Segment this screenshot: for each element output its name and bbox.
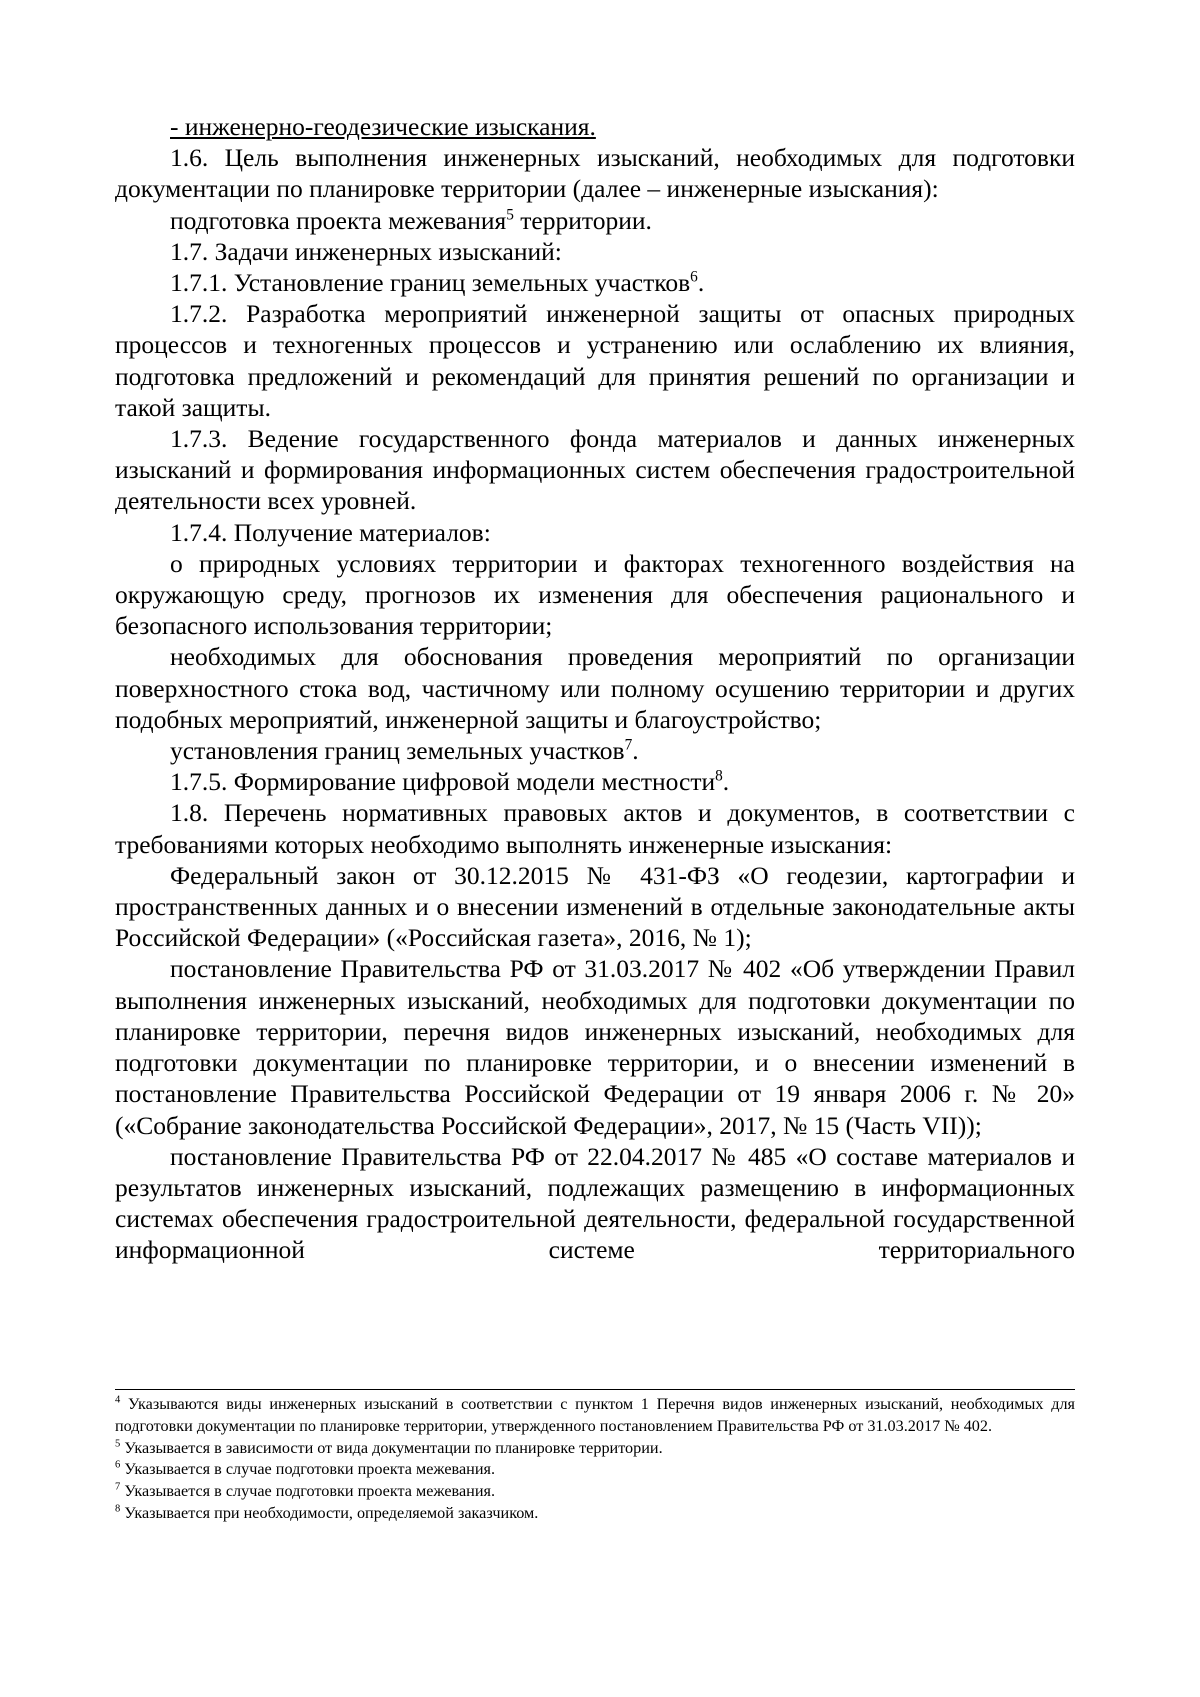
footnote-number: 5 (115, 1438, 121, 1450)
paragraph-resolution-485: постановление Правительства РФ от 22.04.2017 № 485 «О составе материалов и результатов инженерных изысканий, подлежащих размещению в информационных системах обеспечения градостроительной деятельности, федеральной государственной информационной системе территориального (115, 1141, 1075, 1265)
paragraph-1-6: 1.6. Цель выполнения инженерных изысканий, необходимых для подготовки документации по планировке территории (далее – инженерные изыскания): (115, 143, 1075, 204)
paragraph-tail: территории. (513, 205, 652, 235)
footnote-text: Указываются виды инженерных изысканий в соответствии с пунктом 1 Перечня видов инженерных изысканий, необходимых для подготовки документации по планировке территории, утвержденного постановлением Правительства РФ от 31.03.2017 № 402. (115, 1395, 1075, 1435)
paragraph-1-6-goal (115, 205, 1075, 236)
paragraph-text: установления границ земельных участков (170, 736, 625, 766)
paragraph-tail: . (722, 767, 730, 797)
paragraph-1-7-4: 1.7.4. Получение материалов: (170, 517, 491, 547)
footnote-text: Указывается в случае подготовки проекта межевания. (120, 1460, 495, 1479)
paragraph-1-7-2: 1.7.2. Разработка мероприятий инженерной защиты от опасных природных процессов и техногенных процессов и устранению или ослаблению их влияния, подготовка предложений и рекомендаций для принятия решений по организации и такой защиты. (115, 299, 1075, 422)
footnote-text: Указывается при необходимости, определяемой заказчиком. (120, 1503, 539, 1522)
footnote-ref: 7 (624, 736, 633, 754)
footnote (115, 1481, 1075, 1503)
paragraph-tail: . (632, 736, 639, 766)
footnote-number: 8 (115, 1503, 121, 1515)
paragraph-1-8: 1.8. Перечень нормативных правовых актов и документов, в соответствии с требованиями которых необходимо выполнять инженерные изыскания: (115, 798, 1075, 859)
footnote-number: 7 (115, 1481, 121, 1493)
footnote-ref: 6 (690, 268, 698, 286)
footnote (115, 1503, 1075, 1525)
paragraph-surface-runoff: необходимых для обоснования проведения мероприятий по организации поверхностного стока вод, частичному или полному осушению территории и других подобных мероприятий, инженерной защиты и благоустройство; (115, 642, 1075, 734)
footnote (115, 1459, 1075, 1481)
survey-type-underlined: - инженерно-геодезические изыскания. (170, 112, 596, 141)
paragraph-resolution-402: постановление Правительства РФ от 31.03.2017 № 402 «Об утверждении Правил выполнения инженерных изысканий, необходимых для подготовки документации по планировке территории, перечня видов инженерных изысканий, необходимых для подготовки документации по планировке территории, и о внесении изменений в постановление Правительства Российской Федерации от 19 января 2006 г. № 20» («Собрание законодательства Российской Федерации», 2017, № 15 (Часть VII)); (115, 954, 1075, 1140)
footnote-separator (115, 1389, 1075, 1390)
footnote-number: 4 (115, 1394, 121, 1406)
paragraph-natural-conditions: о природных условиях территории и факторах техногенного воздействия на окружающую среду, прогнозов их изменения для обеспечения рационального и безопасного использования территории; (115, 548, 1075, 641)
paragraph-federal-law: Федеральный закон от 30.12.2015 № 431-ФЗ «О геодезии, картографии и пространственных данных и о внесении изменений в отдельные законодательные акты Российской Федерации» («Российская газета», 2016, № 1); (115, 860, 1075, 953)
body-text (115, 111, 1075, 1266)
footnote (115, 1438, 1075, 1460)
paragraph-survey-type (115, 111, 1075, 142)
paragraph-text: 1.7.5. Формирование цифровой модели местности (170, 767, 716, 797)
footnote-text: Указывается в зависимости от вида документации по планировке территории. (120, 1438, 663, 1457)
paragraph-tail: . (697, 268, 705, 298)
footnote (115, 1394, 1075, 1438)
paragraph-land-boundaries (115, 735, 1075, 766)
paragraph-1-7: 1.7. Задачи инженерных изысканий: (170, 236, 562, 266)
footnotes (115, 1394, 1075, 1525)
footnote-number: 6 (115, 1460, 121, 1471)
paragraph-text: 1.7.1. Установление границ земельных участков (170, 268, 691, 298)
footnote-text: Указывается в случае подготовки проекта межевания. (120, 1482, 495, 1501)
footnote-ref: 8 (715, 767, 723, 785)
paragraph-1-7-3: 1.7.3. Ведение государственного фонда материалов и данных инженерных изысканий и формирования информационных систем обеспечения градостроительной деятельности всех уровней. (115, 424, 1075, 516)
paragraph-1-7-1 (115, 267, 1075, 298)
paragraph-1-7-5 (115, 766, 1075, 797)
footnote-ref: 5 (506, 206, 514, 224)
paragraph-text: подготовка проекта межевания (170, 205, 507, 235)
